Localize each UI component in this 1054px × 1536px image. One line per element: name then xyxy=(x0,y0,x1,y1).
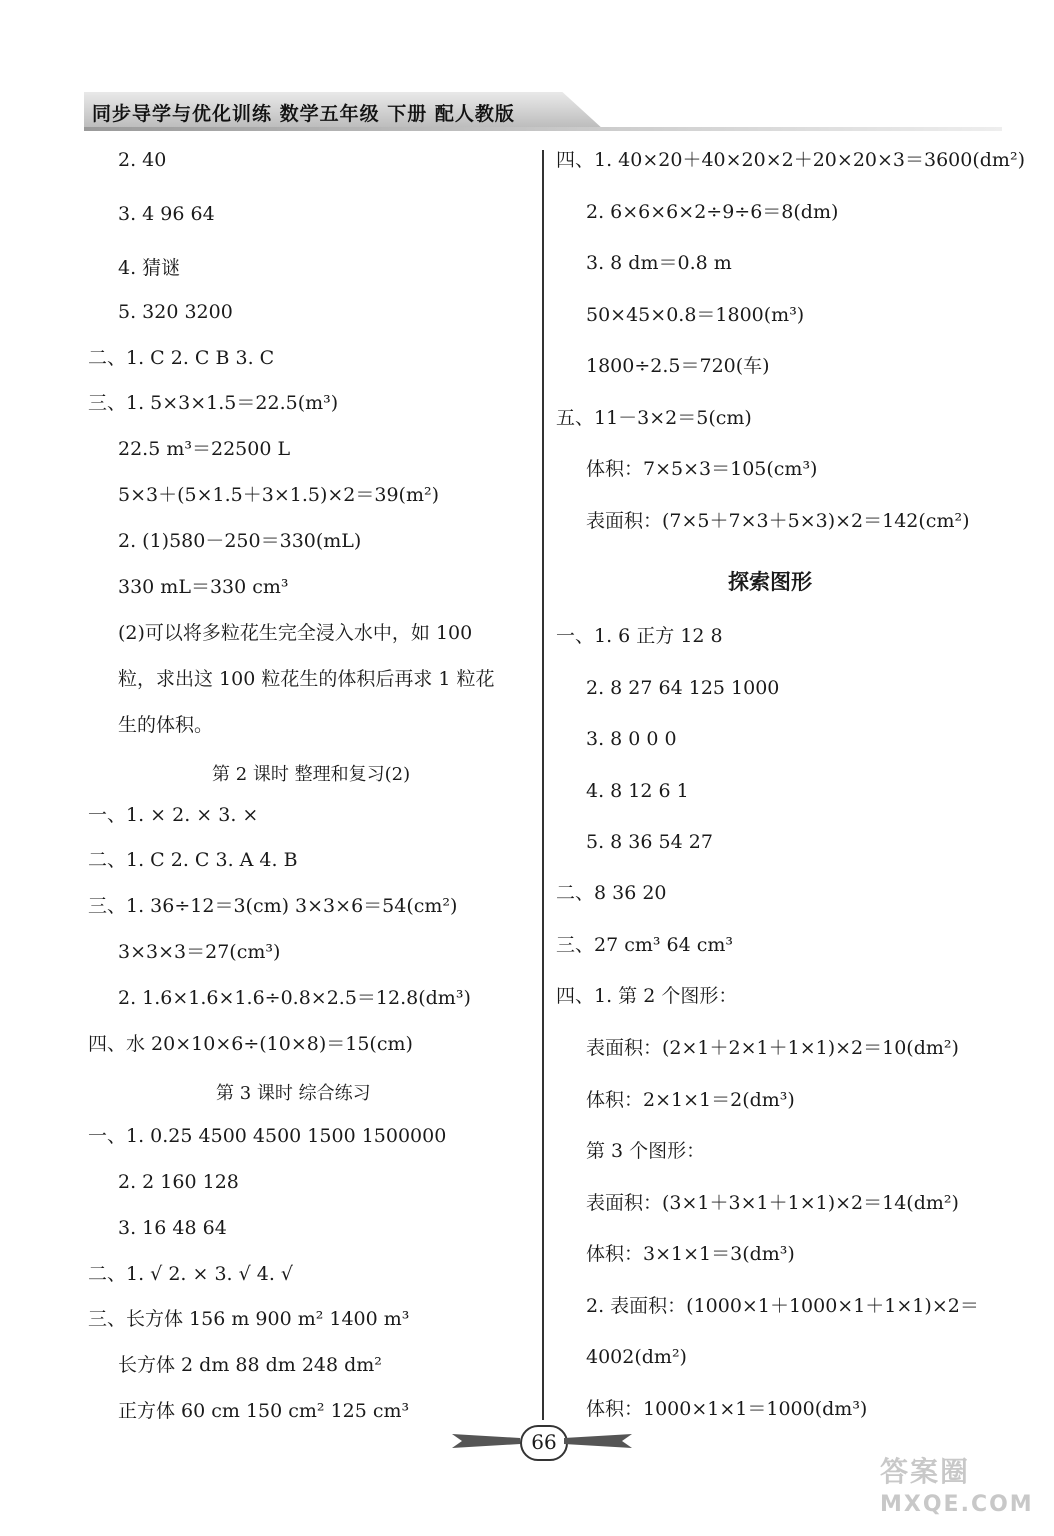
answer-line: 3. 8 dm＝0.8 m xyxy=(586,252,732,274)
answer-line: 2. 6×6×6×2÷9÷6＝8(dm) xyxy=(586,201,839,223)
answer-line: 长方体 2 dm 88 dm 248 dm² xyxy=(118,1354,382,1376)
answer-line: 三、27 cm³ 64 cm³ xyxy=(556,934,734,956)
answer-line: 2. 表面积：(1000×1＋1000×1＋1×1)×2＝ xyxy=(586,1295,979,1317)
answer-line: 4002(dm²) xyxy=(586,1346,687,1368)
answer-line: 表面积：(7×5＋7×3＋5×3)×2＝142(cm²) xyxy=(586,510,970,532)
answer-line: 四、1. 第 2 个图形： xyxy=(556,985,738,1007)
answer-line: 330 mL＝330 cm³ xyxy=(118,576,289,598)
answer-line: 生的体积。 xyxy=(118,714,214,736)
answer-line: 二、8 36 20 xyxy=(556,882,667,904)
answer-line: 3. 8 0 0 0 xyxy=(586,728,677,750)
watermark-url: MXQE.COM xyxy=(880,1492,1034,1517)
answer-line: 2. 40 xyxy=(118,149,167,171)
answer-line: 3×3×3＝27(cm³) xyxy=(118,941,281,963)
answer-line: 50×45×0.8＝1800(m³) xyxy=(586,304,805,326)
header-rule xyxy=(84,127,1002,131)
answer-line: 5. 320 3200 xyxy=(118,301,233,323)
answer-line: 2. (1)580－250＝330(mL) xyxy=(118,530,362,552)
answer-line: 第 3 个图形： xyxy=(586,1140,706,1162)
answer-line: 正方体 60 cm 150 cm² 125 cm³ xyxy=(118,1400,410,1422)
answer-line: 二、1. C 2. C B 3. C xyxy=(88,347,275,369)
page-number: 66 xyxy=(520,1425,568,1461)
answer-line: 2. 8 27 64 125 1000 xyxy=(586,677,780,699)
answer-line: 粒，求出这 100 粒花生的体积后再求 1 粒花 xyxy=(118,668,495,690)
answer-line: 5×3＋(5×1.5＋3×1.5)×2＝39(m²) xyxy=(118,484,440,506)
footer-ornament-right xyxy=(564,1430,632,1450)
answer-line: 体积：1000×1×1＝1000(dm³) xyxy=(586,1398,868,1420)
answer-line: 体积：7×5×3＝105(cm³) xyxy=(586,458,818,480)
answer-line: 22.5 m³＝22500 L xyxy=(118,438,291,460)
answer-line: 表面积：(2×1＋2×1＋1×1)×2＝10(dm²) xyxy=(586,1037,959,1059)
answer-line: 四、1. 40×20＋40×20×2＋20×20×3＝3600(dm²) xyxy=(556,149,1025,171)
answer-line: 体积：3×1×1＝3(dm³) xyxy=(586,1243,795,1265)
column-divider xyxy=(542,150,544,1420)
answer-line: 1800÷2.5＝720(车) xyxy=(586,355,770,377)
answer-line: 三、1. 36÷12＝3(cm) 3×3×6＝54(cm²) xyxy=(88,895,458,917)
answer-line: 3. 16 48 64 xyxy=(118,1217,227,1239)
answer-line: 3. 4 96 64 xyxy=(118,203,215,225)
answer-line: 表面积：(3×1＋3×1＋1×1)×2＝14(dm²) xyxy=(586,1192,959,1214)
answer-line: 二、1. C 2. C 3. A 4. B xyxy=(88,849,298,871)
answer-line: 5. 8 36 54 27 xyxy=(586,831,713,853)
answer-line: 2. 1.6×1.6×1.6÷0.8×2.5＝12.8(dm³) xyxy=(118,987,471,1009)
book-title: 同步导学与优化训练 数学五年级 下册 配人教版 xyxy=(92,103,515,125)
watermark-logo: 答案圈 xyxy=(880,1455,971,1488)
answer-line: 五、11－3×2＝5(cm) xyxy=(556,407,752,429)
answer-line: 体积：2×1×1＝2(dm³) xyxy=(586,1089,795,1111)
lesson-heading: 第 3 课时 综合练习 xyxy=(216,1083,371,1104)
answer-line: 三、1. 5×3×1.5＝22.5(m³) xyxy=(88,392,339,414)
answer-line: 4. 8 12 6 1 xyxy=(586,780,689,802)
answer-line: (2)可以将多粒花生完全浸入水中，如 100 xyxy=(118,622,473,644)
answer-line: 一、1. 0.25 4500 4500 1500 1500000 xyxy=(88,1125,447,1147)
answer-line: 一、1. 6 正方 12 8 xyxy=(556,625,723,647)
answer-line: 四、水 20×10×6÷(10×8)＝15(cm) xyxy=(88,1033,413,1055)
section-title: 探索图形 xyxy=(728,570,812,594)
answer-line: 4. 猜谜 xyxy=(118,257,181,279)
lesson-heading: 第 2 课时 整理和复习(2) xyxy=(212,764,411,785)
answer-line: 三、长方体 156 m 900 m² 1400 m³ xyxy=(88,1308,410,1330)
footer-ornament-left xyxy=(452,1430,520,1450)
answer-line: 一、1. × 2. × 3. × xyxy=(88,804,259,826)
answer-line: 二、1. √ 2. × 3. √ 4. √ xyxy=(88,1263,294,1285)
answer-line: 2. 2 160 128 xyxy=(118,1171,239,1193)
